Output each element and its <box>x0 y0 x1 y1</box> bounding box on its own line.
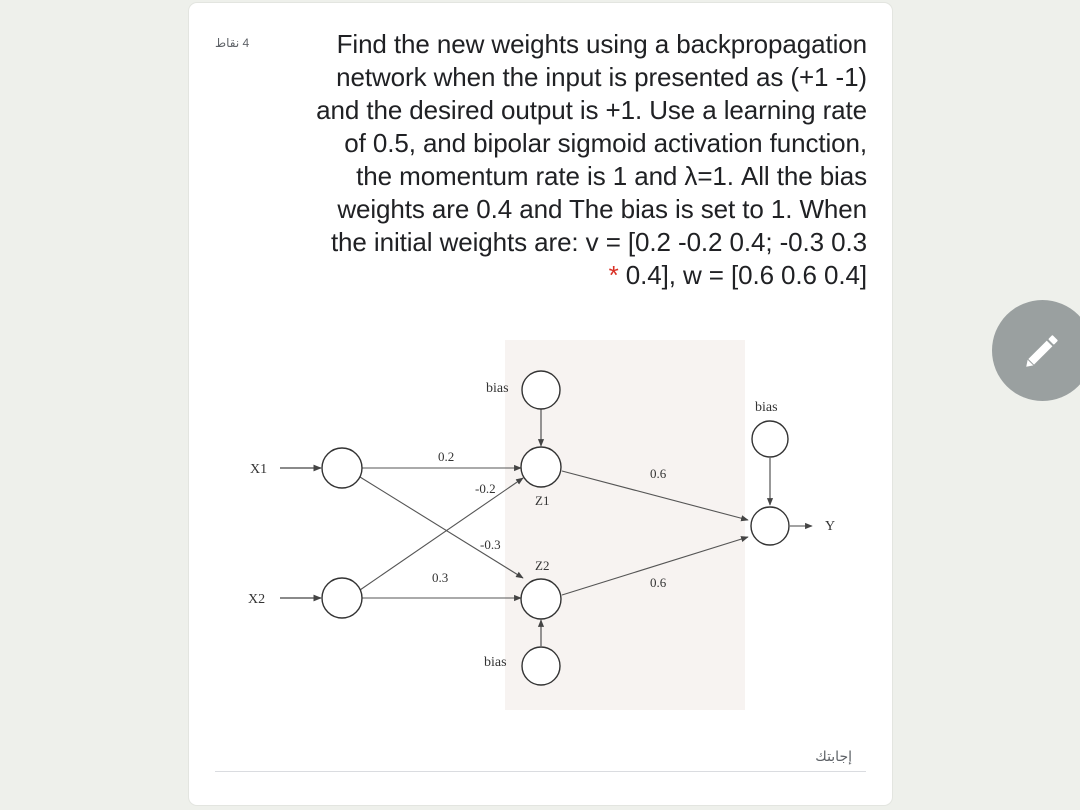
answer-input[interactable] <box>215 771 866 772</box>
node-bias-top <box>522 371 560 409</box>
label-y: Y <box>825 519 836 534</box>
weight-x2-z2: 0.3 <box>432 570 449 585</box>
question-line: Find the new weights using a backpropagation <box>336 29 867 59</box>
question-line: and the desired output is +1. Use a learning rate <box>316 95 867 125</box>
node-z1 <box>521 447 561 487</box>
question-line-last <box>250 259 867 292</box>
question-text <box>250 28 867 292</box>
label-bias-bottom: bias <box>484 655 507 670</box>
edit-button[interactable] <box>992 300 1080 401</box>
question-line: weights are 0.4 and The bias is set to 1. When <box>337 194 867 224</box>
weight-z1-y: 0.6 <box>650 466 667 481</box>
question-line: network when the input is presented as (+1 -1) <box>336 62 867 92</box>
question-line: of 0.5, and bipolar sigmoid activation function, <box>344 128 867 158</box>
network-diagram <box>205 340 865 710</box>
node-bias-output <box>752 421 788 457</box>
required-marker: * <box>608 260 619 290</box>
label-z2: Z2 <box>535 558 550 573</box>
question-line: the initial weights are: v = [0.2 -0.2 0.4; -0.3 0.3 <box>330 227 867 257</box>
node-z2 <box>521 579 561 619</box>
node-x1 <box>322 448 362 488</box>
points-label: 4 نقاط <box>215 36 250 50</box>
question-line: the momentum rate is 1 and λ=1. All the bias <box>356 161 867 191</box>
node-x2 <box>322 578 362 618</box>
weight-x1-z2: -0.3 <box>480 537 501 552</box>
label-x2: X2 <box>248 592 266 607</box>
weight-x2-z1: -0.2 <box>475 481 496 496</box>
label-x1: X1 <box>250 462 268 477</box>
label-z1: Z1 <box>535 493 550 508</box>
node-y <box>751 507 789 545</box>
weight-z2-y: 0.6 <box>650 575 667 590</box>
label-bias-top: bias <box>486 381 509 396</box>
question-line: 0.4], w = [0.6 0.6 0.4] <box>618 260 867 290</box>
network-diagram-svg <box>205 340 865 710</box>
edge-x1-z2 <box>360 477 523 578</box>
pencil-icon <box>992 300 1080 401</box>
weight-x1-z1: 0.2 <box>438 449 455 464</box>
label-bias-output: bias <box>755 400 778 415</box>
answer-label: إجابتك <box>815 748 852 764</box>
node-bias-bottom <box>522 647 560 685</box>
